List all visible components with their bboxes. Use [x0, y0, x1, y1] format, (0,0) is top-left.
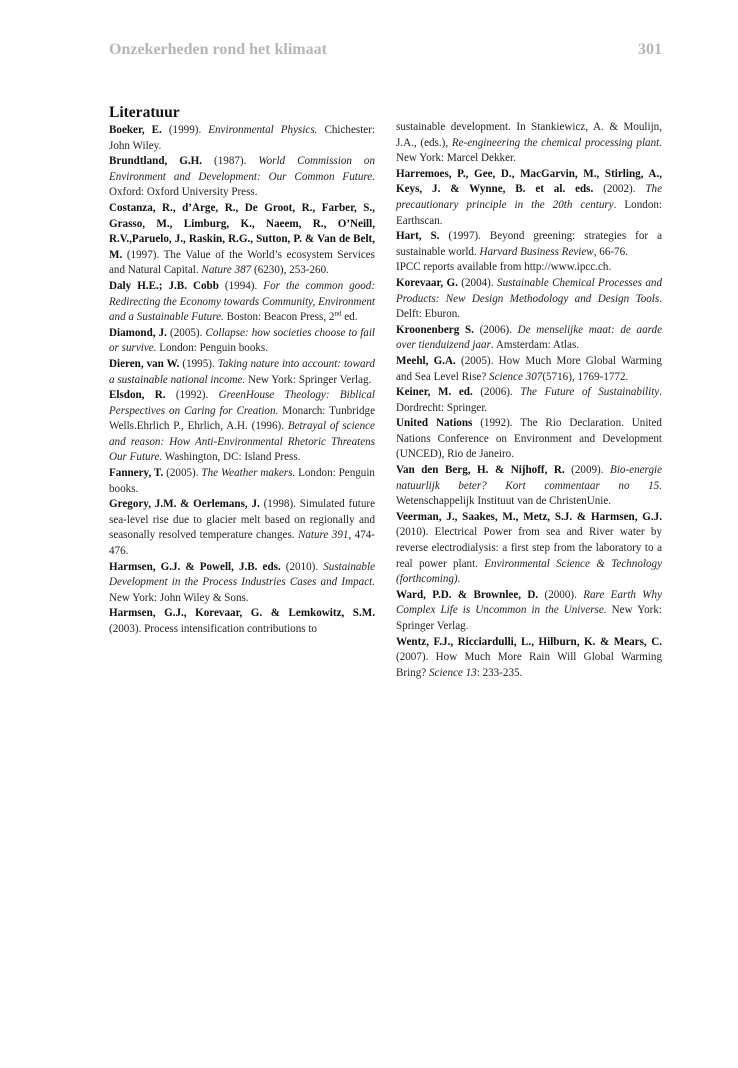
reference-title: Sustainable Development in the Process Industries Cases and Impact.	[109, 560, 375, 589]
reference-text: . Monarch: Tunbridge Wells.Ehrlich P., Ehrlich, A.H. (1996).	[109, 404, 375, 433]
reference-title: Taking nature into account: toward a sustainable national income.	[109, 357, 375, 386]
reference-author: Meehl, G.A.	[396, 354, 456, 367]
reference-entry	[109, 466, 375, 497]
reference-entry	[109, 388, 375, 466]
reference-text: (6230), 253-260.	[251, 264, 329, 277]
reference-text: IPCC reports available from http://www.ipcc.ch.	[396, 261, 612, 274]
page-number: 301	[638, 41, 662, 58]
reference-title: Sustainable Chemical Processes and Products: New Design Methodology and Design Tools	[396, 276, 662, 305]
reference-text: ed.	[341, 311, 358, 324]
reference-text: Oxford: Oxford University Press.	[109, 186, 258, 199]
reference-text: . Delft: Eburon.	[396, 292, 662, 321]
reference-title: Science 307	[489, 370, 543, 383]
reference-text: (2010).	[280, 560, 324, 573]
reference-text: (2010). Electrical Power from sea and River water by reverse electrodialysis: a first step from the laboratory to a real power plant.	[396, 526, 662, 570]
reference-entry	[396, 229, 662, 260]
reference-author: Hart, S.	[396, 230, 440, 243]
reference-text: . London: Earthscan.	[396, 198, 663, 227]
reference-text: (2006).	[472, 386, 521, 399]
reference-title: Bio-energie natuurlijk beter? Kort commentaar no 15.	[396, 464, 662, 492]
reference-entry	[109, 154, 375, 201]
reference-entry	[396, 635, 662, 682]
reference-text: (2002).	[593, 183, 646, 196]
reference-author: Van den Berg, H. & Nijhoff, R.	[396, 464, 565, 477]
reference-author: Wentz, F.J., Ricciardulli, L., Hilburn, K. & Mears, C.	[396, 635, 662, 648]
reference-text: (1998). Simulated future sea-level rise due to glacier melt based on regionally and seasonally resolved temperature changes.	[109, 498, 375, 542]
reference-author: Kroonenberg S.	[396, 323, 474, 336]
reference-author: Veerman, J., Saakes, M., Metz, S.J. & Harmsen, G.J.	[396, 510, 662, 523]
reference-text: New York: John Wiley & Sons.	[109, 591, 249, 604]
reference-author: Brundtland, G.H.	[109, 155, 203, 168]
reference-title: The precautionary principle in the 20th century	[396, 183, 662, 211]
reference-title: Science 13	[428, 666, 477, 679]
reference-author: Gregory, J.M. & Oerlemans, J.	[109, 498, 260, 511]
reference-author: Harmsen, G.J., Korevaar, G. & Lemkowitz, S.M.	[109, 607, 375, 620]
reference-entry	[396, 323, 662, 354]
reference-text: Wetenschappelijk Instituut van de ChristenUnie.	[396, 495, 612, 508]
reference-text: Washington, DC: Island Press.	[162, 451, 301, 464]
reference-entry	[109, 357, 375, 388]
reference-author: Harremoes, P., Gee, D., MacGarvin, M., Stirling, A., Keys, J. & Wynne, B. et al. eds.	[396, 167, 662, 196]
reference-text: (2005).	[166, 326, 206, 339]
reference-text: sustainable development. In Stankiewicz, A. & Moulijn, J.A., (eds.),	[396, 121, 662, 149]
reference-entry	[396, 260, 662, 276]
reference-text: (1992). The Rio Declaration. United Nations Conference on Environment and Development (UNCED), Rio de Janeiro.	[396, 417, 662, 461]
superscript: nd	[334, 309, 342, 318]
reference-author: Daly H.E.; J.B. Cobb	[109, 279, 219, 292]
reference-text: . Amsterdam: Atlas.	[490, 339, 580, 352]
reference-text: , 66-76.	[593, 245, 628, 258]
reference-text: Chichester: John Wiley.	[109, 124, 375, 152]
reference-author: Costanza, R., d’Arge, R., De Groot, R., Farber, S., Grasso, M., Limburg, K., Naeem, R., O’Neill, R.V.,Paruelo, J., Raskin, R.G., Sutton, P. & Van de Belt, M.	[109, 201, 375, 261]
reference-text: New York: Springer Verlag.	[245, 373, 372, 386]
reference-author: Boeker, E.	[109, 124, 162, 136]
reference-title: Rare Earth Why Complex Life is Uncommon in the Universe.	[396, 588, 662, 617]
reference-author: Korevaar, G.	[396, 276, 458, 289]
reference-entry	[109, 123, 375, 154]
reference-text: (2000).	[538, 588, 584, 601]
reference-text: : 233-235.	[476, 666, 523, 679]
reference-text: (2009).	[564, 464, 611, 477]
reference-list-left	[109, 123, 375, 638]
section-title: Literatuur	[109, 104, 180, 121]
reference-entry	[109, 279, 375, 326]
reference-text: (2006).	[473, 323, 518, 336]
reference-title: Harvard Business Review	[479, 245, 594, 258]
reference-text: (2005). How Much More Global Warming and Sea Level Rise?	[396, 354, 662, 383]
reference-text: (1997). The Value of the World’s ecosystem Services and Natural Capital.	[109, 248, 375, 277]
reference-text: (2005).	[163, 467, 202, 480]
reference-entry	[396, 167, 662, 229]
reference-entry	[396, 463, 662, 510]
reference-text: (1997). Beyond greening: strategies for a sustainable world.	[396, 230, 662, 258]
reference-entry	[396, 354, 662, 385]
reference-text: (1995).	[179, 357, 218, 370]
reference-entry	[396, 416, 662, 463]
running-head-title: Onzekerheden rond het klimaat	[109, 41, 327, 58]
reference-title: For the common good: Redirecting the Economy towards Community, Environment and a Sustainable Future.	[109, 279, 376, 324]
reference-entry	[109, 497, 375, 559]
reference-entry	[109, 326, 375, 357]
reference-text: (5716), 1769-1772.	[542, 370, 629, 383]
reference-text: Boston: Beacon Press, 2	[223, 311, 335, 324]
reference-title: GreenHouse Theology: Biblical Perspectives on Caring for Creation	[109, 389, 375, 417]
reference-text: (1999).	[161, 124, 209, 136]
reference-list-right	[396, 120, 662, 681]
reference-title: Nature 387	[201, 264, 252, 277]
reference-author: Diamond, J.	[109, 326, 167, 339]
running-head	[109, 41, 662, 59]
reference-title: Re-engineering the chemical processing plant.	[451, 136, 662, 149]
reference-title: The Future of Sustainability	[520, 386, 660, 399]
reference-author: Keiner, M. ed.	[396, 386, 473, 399]
reference-entry	[396, 276, 662, 323]
reference-entry	[109, 560, 375, 607]
reference-text: (1987).	[202, 155, 259, 168]
reference-entry	[396, 385, 662, 416]
reference-text: (2007). How Much More Rain Will Global Warming Bring?	[396, 651, 662, 679]
reference-text: London: Penguin books.	[109, 467, 375, 495]
reference-entry	[109, 201, 375, 279]
references-column-right	[396, 120, 662, 681]
reference-author: Elsdon, R.	[109, 389, 166, 402]
reference-title: Betrayal of science and reason: How Anti-Environmental Rhetoric Threatens Our Future.	[109, 420, 375, 464]
reference-title: Environmental Science & Technology (forthcoming).	[396, 557, 662, 586]
reference-text: New York: Marcel Dekker.	[396, 152, 516, 165]
reference-author: Dieren, van W.	[109, 357, 180, 370]
reference-text: (2004).	[457, 276, 498, 289]
reference-title: The Weather makers.	[201, 467, 296, 480]
reference-title: Collapse: how societies choose to fail or survive.	[109, 326, 375, 355]
reference-entry	[396, 588, 662, 635]
references-column-left	[109, 104, 375, 638]
reference-text: (2003). Process intensification contributions to	[109, 623, 317, 635]
reference-author: Harmsen, G.J. & Powell, J.B. eds.	[109, 560, 281, 573]
reference-author: Fannery, T.	[109, 467, 164, 480]
reference-text: , 474-476.	[109, 529, 375, 558]
reference-entry	[396, 120, 662, 167]
reference-text: (1992).	[165, 389, 219, 402]
reference-title: Nature 391	[297, 529, 349, 542]
reference-title: World Commission on Environment and Development: Our Common Future.	[109, 155, 375, 183]
reference-text: (1994).	[218, 279, 264, 292]
reference-text: New York: Springer Verlag.	[396, 604, 662, 632]
reference-entry	[396, 510, 662, 588]
reference-author: Ward, P.D. & Brownlee, D.	[396, 588, 539, 601]
reference-title: Environmental Physics.	[208, 124, 318, 136]
reference-text: . Dordrecht: Springer.	[396, 386, 663, 414]
reference-author: United Nations	[396, 417, 473, 430]
reference-text: London: Penguin books.	[156, 342, 269, 355]
reference-title: De menselijke maat: de aarde over tienduizend jaar	[396, 323, 662, 352]
reference-entry	[109, 606, 375, 637]
